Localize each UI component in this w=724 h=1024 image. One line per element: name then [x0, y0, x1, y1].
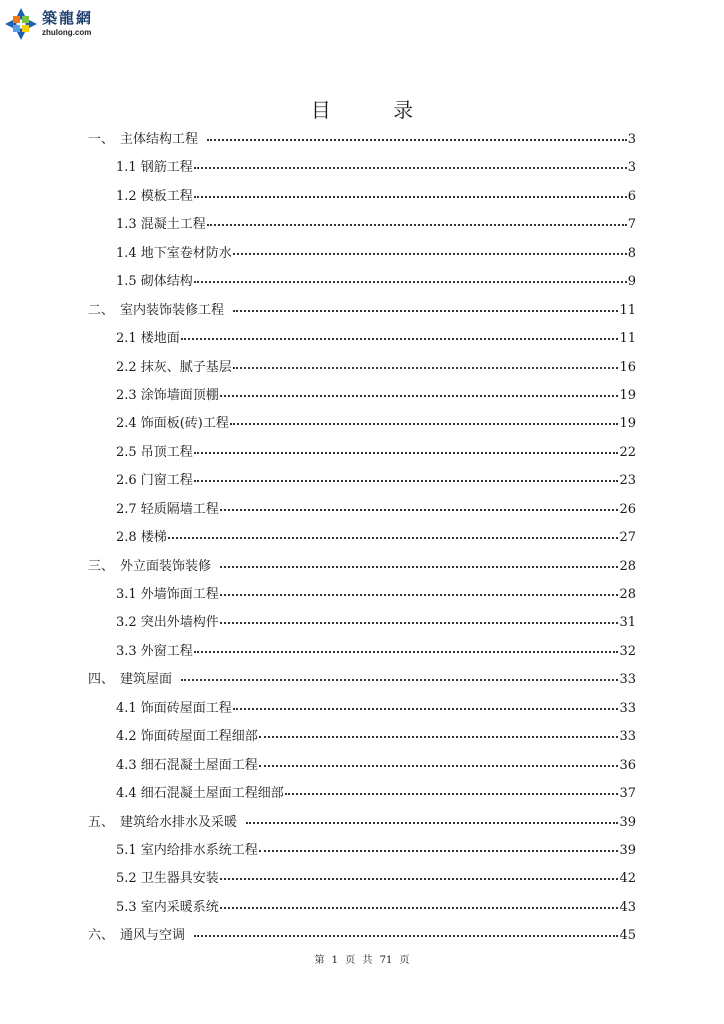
toc-chapter-entry[interactable] — [88, 924, 636, 952]
toc-entry-number: 5.1 — [116, 842, 137, 858]
toc-dot-leader — [233, 357, 619, 369]
toc-entry-label: 室内装饰装修工程 — [120, 302, 225, 318]
toc-section-entry[interactable] — [88, 185, 636, 213]
toc-dot-leader — [230, 413, 619, 425]
toc-entry-number: 4.3 — [116, 757, 137, 773]
toc-entry-label: 抹灰、腻子基层 — [140, 359, 232, 375]
toc-entry-number: 3.2 — [116, 615, 137, 631]
toc-section-entry[interactable] — [88, 782, 636, 810]
toc-entry-page-number: 36 — [619, 757, 636, 773]
toc-entry-page-number: 42 — [619, 871, 636, 887]
toc-section-entry[interactable] — [88, 867, 636, 895]
toc-dot-leader — [220, 897, 619, 909]
toc-dot-leader — [259, 726, 619, 738]
toc-section-entry[interactable] — [88, 270, 636, 298]
toc-dot-leader — [181, 669, 618, 681]
toc-entry-page-number: 27 — [619, 530, 636, 546]
toc-entry-page-number: 45 — [619, 928, 636, 944]
toc-entry-number: 2.8 — [116, 530, 137, 546]
toc-entry-number: 1.3 — [116, 217, 137, 233]
toc-entry-label: 涂饰墙面顶棚 — [140, 387, 219, 403]
toc-entry-page-number: 6 — [627, 188, 636, 204]
toc-entry-label: 饰面板(砖)工程 — [140, 416, 229, 432]
toc-entry-page-number: 43 — [619, 899, 636, 915]
toc-entry-page-number: 26 — [619, 501, 636, 517]
logo-name-cn: 築龍網 — [42, 9, 94, 27]
toc-entry-number: 4.2 — [116, 729, 137, 745]
toc-dot-leader — [168, 527, 619, 539]
toc-entry-label: 外立面装饰装修 — [120, 558, 212, 574]
toc-section-entry[interactable] — [88, 583, 636, 611]
toc-entry-page-number: 3 — [627, 160, 636, 176]
page-footer: 第 1 页 共 71 页 — [314, 955, 410, 966]
toc-dot-leader — [194, 157, 627, 169]
toc-section-entry[interactable] — [88, 839, 636, 867]
toc-section-entry[interactable] — [88, 896, 636, 924]
toc-entry-page-number: 9 — [627, 274, 636, 290]
toc-entry-label: 砌体结构 — [140, 274, 193, 290]
toc-dot-leader — [220, 499, 619, 511]
toc-entry-label: 建筑给水排水及采暖 — [120, 814, 238, 830]
toc-dot-leader — [233, 243, 627, 255]
toc-dot-leader — [285, 783, 619, 795]
toc-entry-label: 楼梯 — [140, 530, 167, 546]
toc-entry-label: 吊顶工程 — [140, 444, 193, 460]
toc-entry-number: 1.1 — [116, 160, 137, 176]
toc-entry-label: 建筑屋面 — [120, 672, 173, 688]
toc-entry-page-number: 22 — [619, 444, 636, 460]
toc-entry-page-number: 8 — [627, 245, 636, 261]
toc-entry-number: 1.4 — [116, 245, 137, 261]
toc-section-entry[interactable] — [88, 213, 636, 241]
zhulong-logo-icon — [4, 7, 38, 41]
toc-section-entry[interactable] — [88, 725, 636, 753]
toc-dot-leader — [220, 868, 619, 880]
toc-entry-page-number: 11 — [619, 302, 636, 318]
toc-entry-page-number: 28 — [619, 587, 636, 602]
logo-name-en: zhulong.com — [42, 28, 92, 37]
toc-entry-page-number: 32 — [619, 643, 636, 659]
toc-entry-label: 通风与空调 — [120, 928, 186, 944]
toc-entry-number: 2.1 — [116, 331, 137, 347]
toc-dot-leader — [220, 385, 619, 397]
toc-entry-label: 室内采暖系统 — [140, 899, 219, 915]
toc-entry-number: 1.2 — [116, 188, 137, 204]
toc-entry-page-number: 3 — [627, 132, 636, 147]
toc-chapter-entry[interactable] — [88, 668, 636, 696]
toc-section-entry[interactable] — [88, 469, 636, 497]
toc-chapter-entry[interactable] — [88, 299, 636, 327]
table-of-contents — [88, 128, 636, 953]
toc-dot-leader — [194, 641, 619, 653]
toc-entry-page-number: 11 — [619, 331, 636, 347]
toc-dot-leader — [233, 698, 619, 710]
toc-chapter-entry[interactable] — [88, 555, 636, 583]
toc-section-entry[interactable] — [88, 156, 636, 184]
toc-section-entry[interactable] — [88, 526, 636, 554]
toc-section-entry[interactable] — [88, 640, 636, 668]
toc-entry-page-number: 19 — [619, 387, 636, 403]
toc-entry-number: 1.5 — [116, 274, 137, 290]
toc-entry-label: 地下室卷材防水 — [140, 245, 232, 261]
toc-entry-number: 2.2 — [116, 359, 137, 375]
toc-entry-number: 一、 — [88, 132, 115, 147]
toc-entry-label: 混凝土工程 — [140, 217, 206, 233]
toc-entry-page-number: 33 — [619, 700, 636, 716]
toc-entry-page-number: 31 — [619, 615, 636, 631]
toc-section-entry[interactable] — [88, 242, 636, 270]
toc-section-entry[interactable] — [88, 611, 636, 639]
toc-entry-label: 饰面砖屋面工程 — [140, 700, 232, 716]
toc-entry-page-number: 33 — [619, 672, 636, 688]
toc-dot-leader — [220, 612, 619, 624]
toc-entry-number: 3.3 — [116, 643, 137, 659]
toc-entry-page-number: 28 — [619, 558, 636, 574]
toc-entry-number: 四、 — [88, 672, 115, 688]
toc-entry-number: 2.4 — [116, 416, 137, 432]
toc-entry-number: 五、 — [88, 814, 115, 830]
toc-entry-label: 钢筋工程 — [140, 160, 193, 176]
toc-entry-number: 2.5 — [116, 444, 137, 460]
toc-section-entry[interactable] — [88, 754, 636, 782]
toc-entry-label: 轻质隔墙工程 — [140, 501, 219, 517]
toc-section-entry[interactable] — [88, 384, 636, 412]
toc-dot-leader — [233, 300, 618, 312]
toc-entry-label: 饰面砖屋面工程细部 — [140, 729, 258, 745]
toc-entry-number: 4.1 — [116, 700, 137, 716]
toc-entry-label: 模板工程 — [140, 188, 193, 204]
toc-section-entry[interactable] — [88, 697, 636, 725]
toc-dot-leader — [181, 328, 619, 340]
toc-section-entry[interactable] — [88, 356, 636, 384]
toc-chapter-entry[interactable] — [88, 811, 636, 839]
toc-entry-label: 外窗工程 — [140, 643, 193, 659]
toc-entry-label: 细石混凝土屋面工程 — [140, 757, 258, 773]
toc-dot-leader — [207, 129, 627, 141]
toc-chapter-entry[interactable] — [88, 128, 636, 156]
toc-entry-number: 4.4 — [116, 786, 137, 802]
toc-entry-page-number: 7 — [627, 217, 636, 233]
toc-section-entry[interactable] — [88, 327, 636, 355]
toc-entry-label: 卫生器具安装 — [140, 871, 219, 887]
toc-dot-leader — [246, 812, 618, 824]
toc-entry-number: 2.7 — [116, 501, 137, 517]
toc-entry-number: 5.2 — [116, 871, 137, 887]
toc-entry-page-number: 16 — [619, 359, 636, 375]
toc-title: 目 录 — [310, 98, 442, 122]
toc-entry-label: 室内给排水系统工程 — [140, 842, 258, 858]
toc-entry-number: 3.1 — [116, 587, 137, 602]
toc-entry-number: 二、 — [88, 302, 115, 318]
toc-entry-page-number: 37 — [619, 786, 636, 802]
toc-dot-leader — [194, 271, 627, 283]
toc-section-entry[interactable] — [88, 412, 636, 440]
toc-entry-page-number: 19 — [619, 416, 636, 432]
toc-dot-leader — [207, 214, 627, 226]
toc-entry-page-number: 23 — [619, 473, 636, 489]
toc-dot-leader — [220, 584, 619, 596]
toc-dot-leader — [220, 556, 618, 568]
zhulong-logo — [4, 4, 124, 44]
toc-entry-label: 主体结构工程 — [120, 132, 199, 147]
toc-entry-page-number: 33 — [619, 729, 636, 745]
toc-entry-number: 三、 — [88, 558, 115, 574]
toc-dot-leader — [259, 840, 619, 852]
toc-entry-label: 楼地面 — [140, 331, 180, 347]
toc-section-entry[interactable] — [88, 441, 636, 469]
toc-dot-leader — [194, 925, 618, 937]
toc-entry-label: 细石混凝土屋面工程细部 — [140, 786, 284, 802]
toc-dot-leader — [194, 186, 627, 198]
toc-entry-label: 门窗工程 — [140, 473, 193, 489]
toc-section-entry[interactable] — [88, 498, 636, 526]
toc-entry-number: 六、 — [88, 928, 115, 944]
toc-entry-label: 突出外墙构件 — [140, 615, 219, 631]
toc-dot-leader — [194, 470, 619, 482]
toc-dot-leader — [259, 755, 619, 767]
toc-entry-number: 2.3 — [116, 387, 137, 403]
toc-entry-page-number: 39 — [619, 814, 636, 830]
toc-dot-leader — [194, 442, 619, 454]
toc-entry-label: 外墙饰面工程 — [140, 587, 219, 602]
toc-entry-number: 5.3 — [116, 899, 137, 915]
toc-entry-page-number: 39 — [619, 842, 636, 858]
toc-entry-number: 2.6 — [116, 473, 137, 489]
